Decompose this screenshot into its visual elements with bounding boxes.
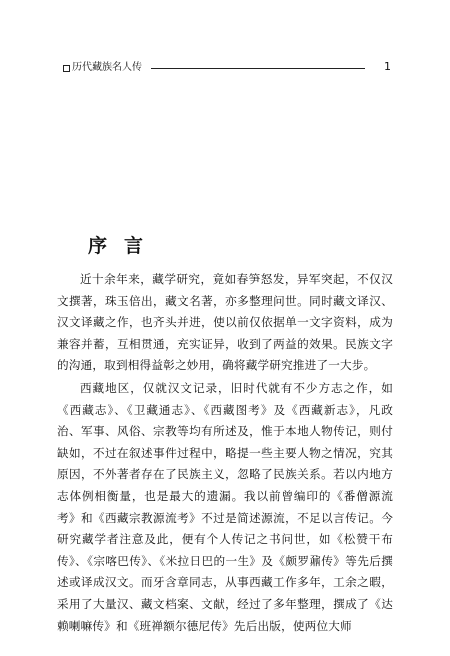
paragraph-1: 近十余年来，藏学研究，竟如春笋怒发，异军突起，不仅汉文撰著，珠玉倍出，藏文名著，亦多整理问世。同时藏文译汉、汉文译藏之作，也齐头并进，使以前仅依据单一文字资料，成为兼容并蓄，互相贯通，充实证异，收到了两益的效果。民族文字的沟通，取到相得益彰之妙用，确将藏学研究推进了一大步。 — [57, 272, 393, 373]
square-marker-icon — [63, 65, 70, 72]
header-rule — [151, 68, 365, 69]
section-title: 序言 — [88, 235, 161, 257]
running-header — [63, 61, 393, 77]
paragraph-2: 西藏地区，仅就汉文记录，旧时代就有不少方志之作，如《西藏志》、《卫藏通志》、《西藏图考》及《西藏新志》，凡政治、军事、风俗、宗教等均有所述及，惟于本地人物传记，则付缺如，不过在叙述事件过程中，略提一些主要人物之情况，究其原因，不外著者存在了民族主义，忽略了民族关系。若以内地方志体例相衡量，也是最大的遗漏。我以前曾编印的《番僧源流考》和《西藏宗教源流考》不过是简述源流，不足以言传记。今研究藏学者注意及此，便有个人传记之书问世，如《松赞干布传》、《宗喀巴传》、《米拉日巴的一生》及《颇罗鼐传》等先后撰述或译成汉文。而牙含章同志，从事西藏工作多年，工余之暇，采用了大量汉、藏文档案、文献，经过了多年整理，撰成了《达赖喇嘛传》和《班禅额尔德尼传》先后出版，使两位大师 — [57, 381, 393, 633]
page-number: 1 — [384, 60, 391, 73]
running-title: 历代藏族名人传 — [72, 62, 142, 73]
